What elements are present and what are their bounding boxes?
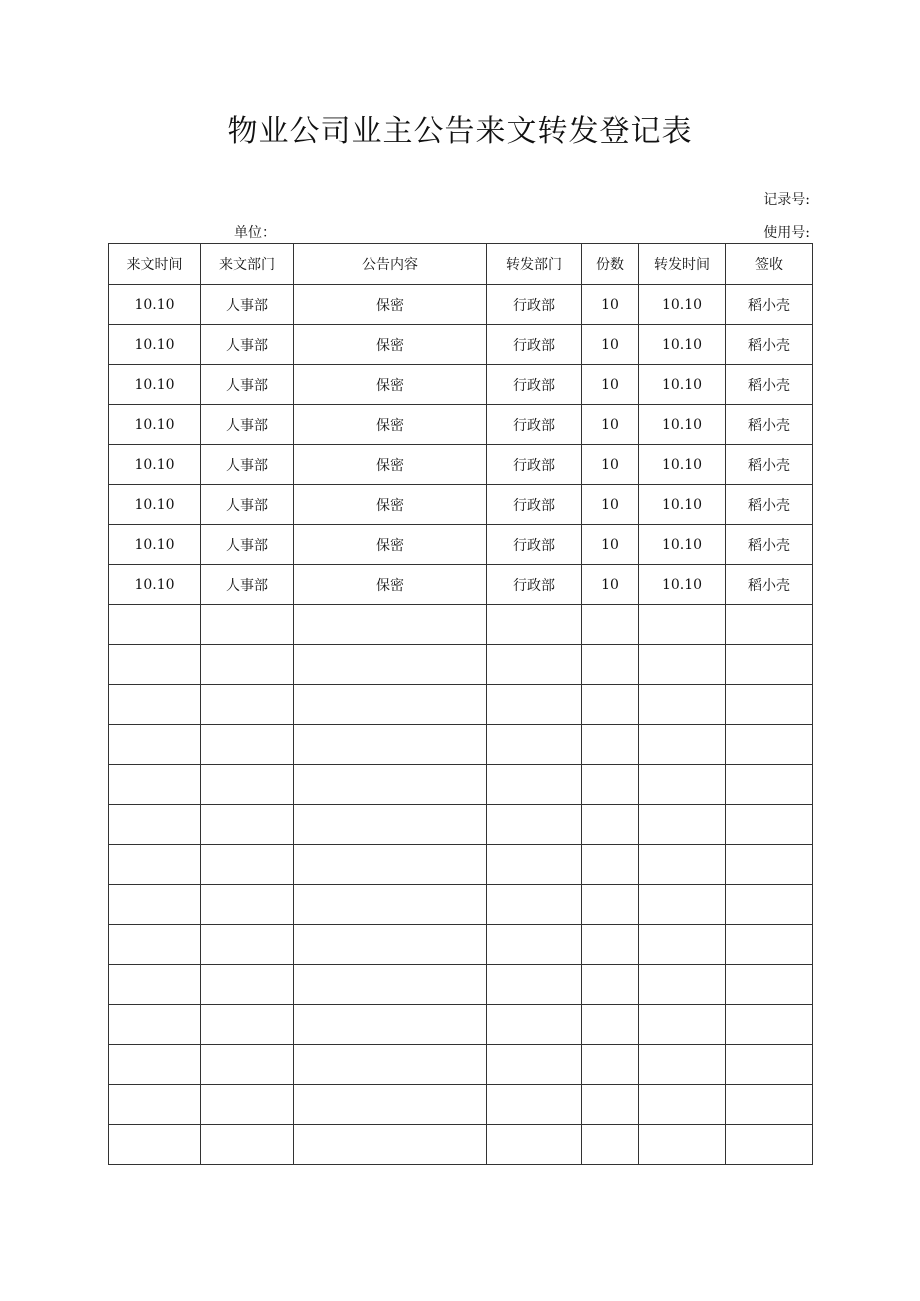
cell-forward-time <box>639 605 726 645</box>
cell-notice-content <box>294 805 487 845</box>
cell-forward-department <box>487 1125 582 1165</box>
cell-copies <box>582 805 639 845</box>
table-row <box>109 565 813 605</box>
cell-receive-time: 10.10 <box>109 525 201 565</box>
cell-forward-time: 10.10 <box>639 325 726 365</box>
table-row <box>109 525 813 565</box>
cell-receive-time <box>109 765 201 805</box>
cell-source-department <box>201 885 294 925</box>
table-row <box>109 765 813 805</box>
cell-forward-department <box>487 965 582 1005</box>
header-notice-content: 公告内容 <box>294 244 487 285</box>
cell-signature: 稻小壳 <box>726 405 813 445</box>
cell-notice-content <box>294 925 487 965</box>
cell-notice-content: 保密 <box>294 285 487 325</box>
cell-forward-department <box>487 885 582 925</box>
cell-forward-time <box>639 805 726 845</box>
table-row <box>109 645 813 685</box>
cell-copies <box>582 1125 639 1165</box>
cell-source-department <box>201 925 294 965</box>
cell-source-department <box>201 685 294 725</box>
cell-forward-time <box>639 845 726 885</box>
cell-receive-time: 10.10 <box>109 445 201 485</box>
use-number-label: 使用号: <box>763 225 810 241</box>
cell-signature <box>726 645 813 685</box>
table-header-row <box>109 244 813 285</box>
table-row <box>109 605 813 645</box>
forwarding-register-table <box>108 243 813 1165</box>
cell-forward-time: 10.10 <box>639 285 726 325</box>
cell-receive-time <box>109 845 201 885</box>
cell-source-department <box>201 1005 294 1045</box>
cell-forward-time <box>639 1085 726 1125</box>
cell-forward-department: 行政部 <box>487 445 582 485</box>
header-receive-time: 来文时间 <box>109 244 201 285</box>
cell-copies <box>582 765 639 805</box>
cell-notice-content: 保密 <box>294 445 487 485</box>
cell-notice-content <box>294 685 487 725</box>
table-row <box>109 685 813 725</box>
cell-forward-time <box>639 925 726 965</box>
cell-forward-department: 行政部 <box>487 285 582 325</box>
cell-signature <box>726 685 813 725</box>
cell-forward-time <box>639 685 726 725</box>
cell-signature: 稻小壳 <box>726 325 813 365</box>
cell-notice-content: 保密 <box>294 325 487 365</box>
cell-notice-content <box>294 1125 487 1165</box>
cell-copies <box>582 645 639 685</box>
cell-notice-content: 保密 <box>294 485 487 525</box>
cell-signature <box>726 1125 813 1165</box>
cell-source-department <box>201 1125 294 1165</box>
cell-signature <box>726 885 813 925</box>
cell-copies <box>582 965 639 1005</box>
cell-forward-time <box>639 1045 726 1085</box>
cell-source-department: 人事部 <box>201 525 294 565</box>
cell-copies <box>582 685 639 725</box>
cell-forward-department <box>487 605 582 645</box>
cell-forward-department <box>487 925 582 965</box>
cell-copies: 10 <box>582 405 639 445</box>
cell-source-department: 人事部 <box>201 285 294 325</box>
cell-forward-department <box>487 685 582 725</box>
cell-source-department <box>201 1085 294 1125</box>
cell-source-department <box>201 645 294 685</box>
cell-forward-department: 行政部 <box>487 485 582 525</box>
cell-receive-time <box>109 805 201 845</box>
cell-receive-time <box>109 925 201 965</box>
cell-forward-department: 行政部 <box>487 405 582 445</box>
cell-signature: 稻小壳 <box>726 445 813 485</box>
cell-notice-content <box>294 725 487 765</box>
cell-forward-time: 10.10 <box>639 485 726 525</box>
cell-notice-content <box>294 845 487 885</box>
cell-source-department: 人事部 <box>201 365 294 405</box>
cell-forward-time <box>639 765 726 805</box>
cell-receive-time: 10.10 <box>109 405 201 445</box>
cell-notice-content: 保密 <box>294 565 487 605</box>
cell-copies: 10 <box>582 525 639 565</box>
cell-copies: 10 <box>582 485 639 525</box>
cell-source-department <box>201 805 294 845</box>
cell-copies <box>582 925 639 965</box>
cell-signature <box>726 845 813 885</box>
cell-receive-time <box>109 1005 201 1045</box>
cell-source-department: 人事部 <box>201 445 294 485</box>
cell-forward-time: 10.10 <box>639 365 726 405</box>
cell-forward-time: 10.10 <box>639 445 726 485</box>
cell-forward-time: 10.10 <box>639 565 726 605</box>
cell-forward-time: 10.10 <box>639 405 726 445</box>
cell-forward-time <box>639 885 726 925</box>
cell-notice-content <box>294 765 487 805</box>
cell-source-department <box>201 725 294 765</box>
cell-source-department <box>201 1045 294 1085</box>
document-title: 物业公司业主公告来文转发登记表 <box>227 114 693 149</box>
cell-receive-time <box>109 885 201 925</box>
header-copies: 份数 <box>582 244 639 285</box>
cell-notice-content: 保密 <box>294 525 487 565</box>
table-row <box>109 1005 813 1045</box>
cell-copies <box>582 845 639 885</box>
cell-receive-time <box>109 685 201 725</box>
cell-copies <box>582 1085 639 1125</box>
cell-receive-time <box>109 645 201 685</box>
cell-source-department <box>201 965 294 1005</box>
header-forward-department: 转发部门 <box>487 244 582 285</box>
table-row <box>109 1085 813 1125</box>
cell-forward-department <box>487 805 582 845</box>
cell-forward-time <box>639 965 726 1005</box>
cell-receive-time <box>109 725 201 765</box>
cell-signature <box>726 605 813 645</box>
cell-receive-time <box>109 1125 201 1165</box>
table-row <box>109 925 813 965</box>
header-signature: 签收 <box>726 244 813 285</box>
table-row <box>109 405 813 445</box>
cell-source-department: 人事部 <box>201 565 294 605</box>
table-row <box>109 325 813 365</box>
table-row <box>109 1045 813 1085</box>
cell-copies: 10 <box>582 285 639 325</box>
cell-notice-content <box>294 645 487 685</box>
cell-copies <box>582 605 639 645</box>
cell-forward-time <box>639 1125 726 1165</box>
cell-forward-time <box>639 725 726 765</box>
cell-source-department: 人事部 <box>201 325 294 365</box>
cell-copies: 10 <box>582 365 639 405</box>
cell-source-department <box>201 605 294 645</box>
cell-copies: 10 <box>582 565 639 605</box>
table-row <box>109 285 813 325</box>
cell-signature <box>726 925 813 965</box>
cell-forward-time <box>639 645 726 685</box>
cell-signature <box>726 725 813 765</box>
cell-source-department: 人事部 <box>201 485 294 525</box>
cell-notice-content <box>294 1005 487 1045</box>
cell-signature <box>726 1045 813 1085</box>
cell-forward-department: 行政部 <box>487 365 582 405</box>
cell-copies <box>582 885 639 925</box>
cell-notice-content <box>294 1085 487 1125</box>
table-row <box>109 845 813 885</box>
table-row <box>109 1125 813 1165</box>
record-number-label: 记录号: <box>763 192 810 208</box>
table-row <box>109 725 813 765</box>
table-row <box>109 445 813 485</box>
cell-notice-content <box>294 605 487 645</box>
cell-forward-department <box>487 645 582 685</box>
cell-signature: 稻小壳 <box>726 285 813 325</box>
cell-receive-time <box>109 605 201 645</box>
cell-signature <box>726 805 813 845</box>
cell-receive-time: 10.10 <box>109 325 201 365</box>
cell-forward-time <box>639 1005 726 1045</box>
cell-source-department: 人事部 <box>201 405 294 445</box>
cell-notice-content: 保密 <box>294 365 487 405</box>
cell-source-department <box>201 845 294 885</box>
cell-forward-department <box>487 1045 582 1085</box>
cell-signature <box>726 1085 813 1125</box>
table-row <box>109 805 813 845</box>
cell-copies: 10 <box>582 445 639 485</box>
cell-copies <box>582 1005 639 1045</box>
cell-forward-department: 行政部 <box>487 525 582 565</box>
cell-copies <box>582 725 639 765</box>
cell-receive-time: 10.10 <box>109 365 201 405</box>
cell-signature <box>726 765 813 805</box>
cell-receive-time <box>109 965 201 1005</box>
cell-forward-department <box>487 1085 582 1125</box>
header-forward-time: 转发时间 <box>639 244 726 285</box>
cell-copies <box>582 1045 639 1085</box>
cell-notice-content <box>294 965 487 1005</box>
cell-notice-content: 保密 <box>294 405 487 445</box>
cell-notice-content <box>294 1045 487 1085</box>
cell-source-department <box>201 765 294 805</box>
cell-forward-department: 行政部 <box>487 325 582 365</box>
cell-receive-time: 10.10 <box>109 285 201 325</box>
cell-receive-time: 10.10 <box>109 565 201 605</box>
cell-copies: 10 <box>582 325 639 365</box>
cell-signature <box>726 965 813 1005</box>
cell-notice-content <box>294 885 487 925</box>
cell-signature: 稻小壳 <box>726 565 813 605</box>
cell-signature: 稻小壳 <box>726 485 813 525</box>
cell-forward-department <box>487 725 582 765</box>
unit-label: 单位： <box>234 225 276 241</box>
cell-forward-department: 行政部 <box>487 565 582 605</box>
cell-signature <box>726 1005 813 1045</box>
cell-receive-time: 10.10 <box>109 485 201 525</box>
header-source-department: 来文部门 <box>201 244 294 285</box>
table-row <box>109 965 813 1005</box>
table-row <box>109 365 813 405</box>
cell-forward-department <box>487 1005 582 1045</box>
table-body <box>109 285 813 1165</box>
cell-signature: 稻小壳 <box>726 365 813 405</box>
table-row <box>109 485 813 525</box>
cell-forward-department <box>487 845 582 885</box>
cell-receive-time <box>109 1085 201 1125</box>
cell-forward-time: 10.10 <box>639 525 726 565</box>
cell-receive-time <box>109 1045 201 1085</box>
table-row <box>109 885 813 925</box>
cell-forward-department <box>487 765 582 805</box>
cell-signature: 稻小壳 <box>726 525 813 565</box>
